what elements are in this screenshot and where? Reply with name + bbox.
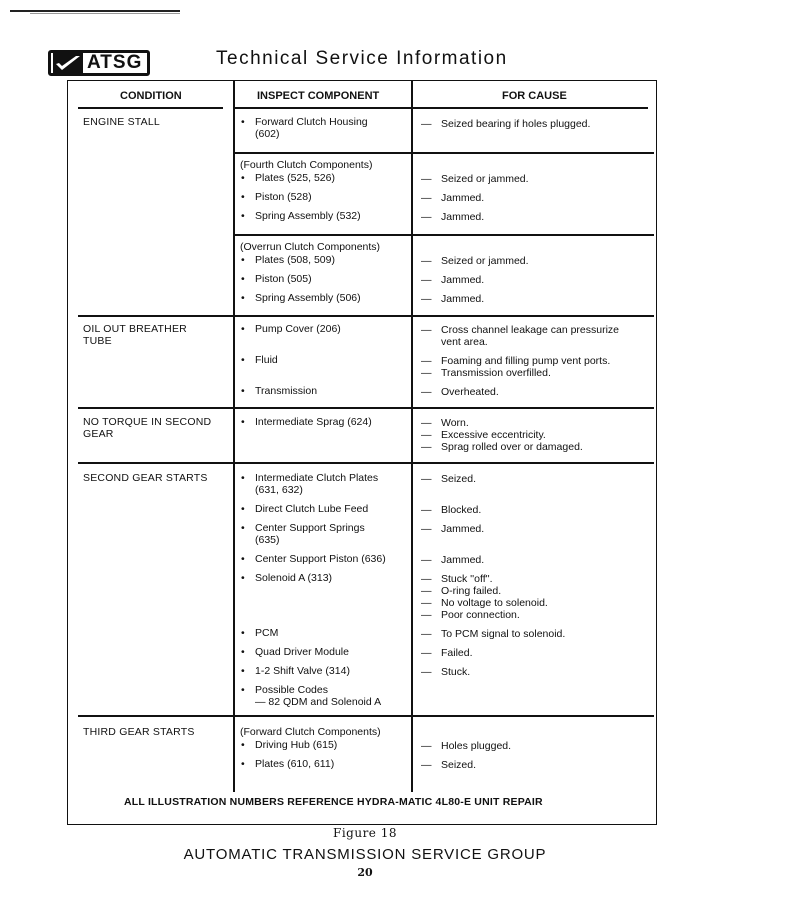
cause-item: — To PCM signal to solenoid. bbox=[421, 628, 566, 640]
cause-item: — Seized or jammed. bbox=[421, 255, 529, 267]
cause-item: — Worn. bbox=[421, 417, 469, 429]
component-item: • Spring Assembly (506) bbox=[241, 292, 361, 304]
cause-item: — Holes plugged. bbox=[421, 740, 512, 752]
cause-item: — Jammed. bbox=[421, 211, 485, 223]
cause-item: — Stuck. bbox=[421, 666, 471, 678]
cause-item: — Jammed. bbox=[421, 523, 485, 535]
cause-item: — O-ring failed. bbox=[421, 585, 502, 597]
figure-caption: Figure 18 bbox=[333, 826, 397, 840]
header-divider bbox=[234, 107, 411, 109]
component-item: • Piston (528) bbox=[241, 191, 312, 203]
component-item: • 1-2 Shift Valve (314) bbox=[241, 665, 350, 677]
cause-item: — Jammed. bbox=[421, 293, 485, 305]
row-divider bbox=[78, 715, 654, 717]
page-title: Technical Service Information bbox=[216, 48, 508, 69]
component-item: • Direct Clutch Lube Feed bbox=[241, 503, 369, 515]
component-item: • Plates (525, 526) bbox=[241, 172, 335, 184]
component-group-label: (Overrun Clutch Components) bbox=[240, 241, 381, 253]
component-item: • Plates (508, 509) bbox=[241, 254, 335, 266]
component-item: • PCM bbox=[241, 627, 279, 639]
row-divider bbox=[78, 462, 654, 464]
component-item: • Solenoid A (313) bbox=[241, 572, 333, 584]
component-item: • Center Support Piston (636) bbox=[241, 553, 386, 565]
component-item: • Fluid bbox=[241, 354, 278, 366]
row-divider bbox=[78, 315, 654, 317]
condition-oil-out-breather: OIL OUT BREATHER TUBE bbox=[83, 323, 187, 347]
cause-item: — Seized or jammed. bbox=[421, 173, 529, 185]
cause-item: — Jammed. bbox=[421, 274, 485, 286]
cause-item: — Sprag rolled over or damaged. bbox=[421, 441, 583, 453]
component-item: • Quad Driver Module bbox=[241, 646, 349, 658]
cause-item: — Overheated. bbox=[421, 386, 499, 398]
header-inspect-component: INSPECT COMPONENT bbox=[257, 90, 380, 102]
component-item: • Spring Assembly (532) bbox=[241, 210, 361, 222]
top-rule bbox=[10, 10, 180, 12]
component-item: • Transmission bbox=[241, 385, 318, 397]
cause-item: — Seized. bbox=[421, 473, 477, 485]
cause-item: — Failed. bbox=[421, 647, 473, 659]
component-item: • Pump Cover (206) bbox=[241, 323, 341, 335]
component-item: • Forward Clutch Housing (602) bbox=[241, 116, 368, 140]
atsg-logo bbox=[48, 50, 150, 76]
page-number: 20 bbox=[357, 866, 373, 879]
group-divider bbox=[234, 234, 654, 236]
column-divider bbox=[411, 81, 413, 792]
component-group-label: (Fourth Clutch Components) bbox=[240, 159, 373, 171]
cause-item: — Stuck ''off''. bbox=[421, 573, 493, 585]
cause-item: — Cross channel leakage can pressurize vent area. bbox=[421, 324, 620, 348]
top-rule-secondary bbox=[30, 13, 180, 14]
cause-item: — Seized. bbox=[421, 759, 477, 771]
group-divider bbox=[234, 152, 654, 154]
condition-engine-stall: ENGINE STALL bbox=[83, 116, 160, 128]
organization-name: AUTOMATIC TRANSMISSION SERVICE GROUP bbox=[183, 846, 547, 863]
checkmark-icon bbox=[53, 53, 83, 73]
cause-item: — Blocked. bbox=[421, 504, 482, 516]
diagnosis-table bbox=[67, 80, 657, 825]
component-item: • Plates (610, 611) bbox=[241, 758, 335, 770]
header-condition: CONDITION bbox=[120, 90, 182, 102]
condition-no-torque-second: NO TORQUE IN SECOND GEAR bbox=[83, 416, 212, 440]
cause-item: — No voltage to solenoid. bbox=[421, 597, 548, 609]
component-item: • Intermediate Clutch Plates (631, 632) bbox=[241, 472, 379, 496]
cause-item: — Excessive eccentricity. bbox=[421, 429, 546, 441]
cause-item: — Jammed. bbox=[421, 192, 485, 204]
component-item: • Intermediate Sprag (624) bbox=[241, 416, 372, 428]
logo-text: ATSG bbox=[87, 52, 143, 73]
header-divider bbox=[78, 107, 223, 109]
cause-item: — Jammed. bbox=[421, 554, 485, 566]
cause-item: — Seized bearing if holes plugged. bbox=[421, 118, 591, 130]
condition-third-gear-starts: THIRD GEAR STARTS bbox=[83, 726, 195, 738]
component-group-label: (Forward Clutch Components) bbox=[240, 726, 381, 738]
header-for-cause: FOR CAUSE bbox=[502, 90, 567, 102]
cause-item: — Transmission overfilled. bbox=[421, 367, 551, 379]
component-item: • Driving Hub (615) bbox=[241, 739, 338, 751]
cause-item: — Poor connection. bbox=[421, 609, 520, 621]
condition-second-gear-starts: SECOND GEAR STARTS bbox=[83, 472, 208, 484]
component-item: • Possible Codes — 82 QDM and Solenoid A bbox=[241, 684, 382, 708]
component-item: • Center Support Springs (635) bbox=[241, 522, 365, 546]
component-item: • Piston (505) bbox=[241, 273, 312, 285]
column-divider bbox=[233, 81, 235, 792]
table-footnote: ALL ILLUSTRATION NUMBERS REFERENCE HYDRA-MATIC 4L80-E UNIT REPAIR bbox=[124, 796, 543, 808]
header-divider bbox=[412, 107, 648, 109]
row-divider bbox=[78, 407, 654, 409]
cause-item: — Foaming and filling pump vent ports. bbox=[421, 355, 611, 367]
